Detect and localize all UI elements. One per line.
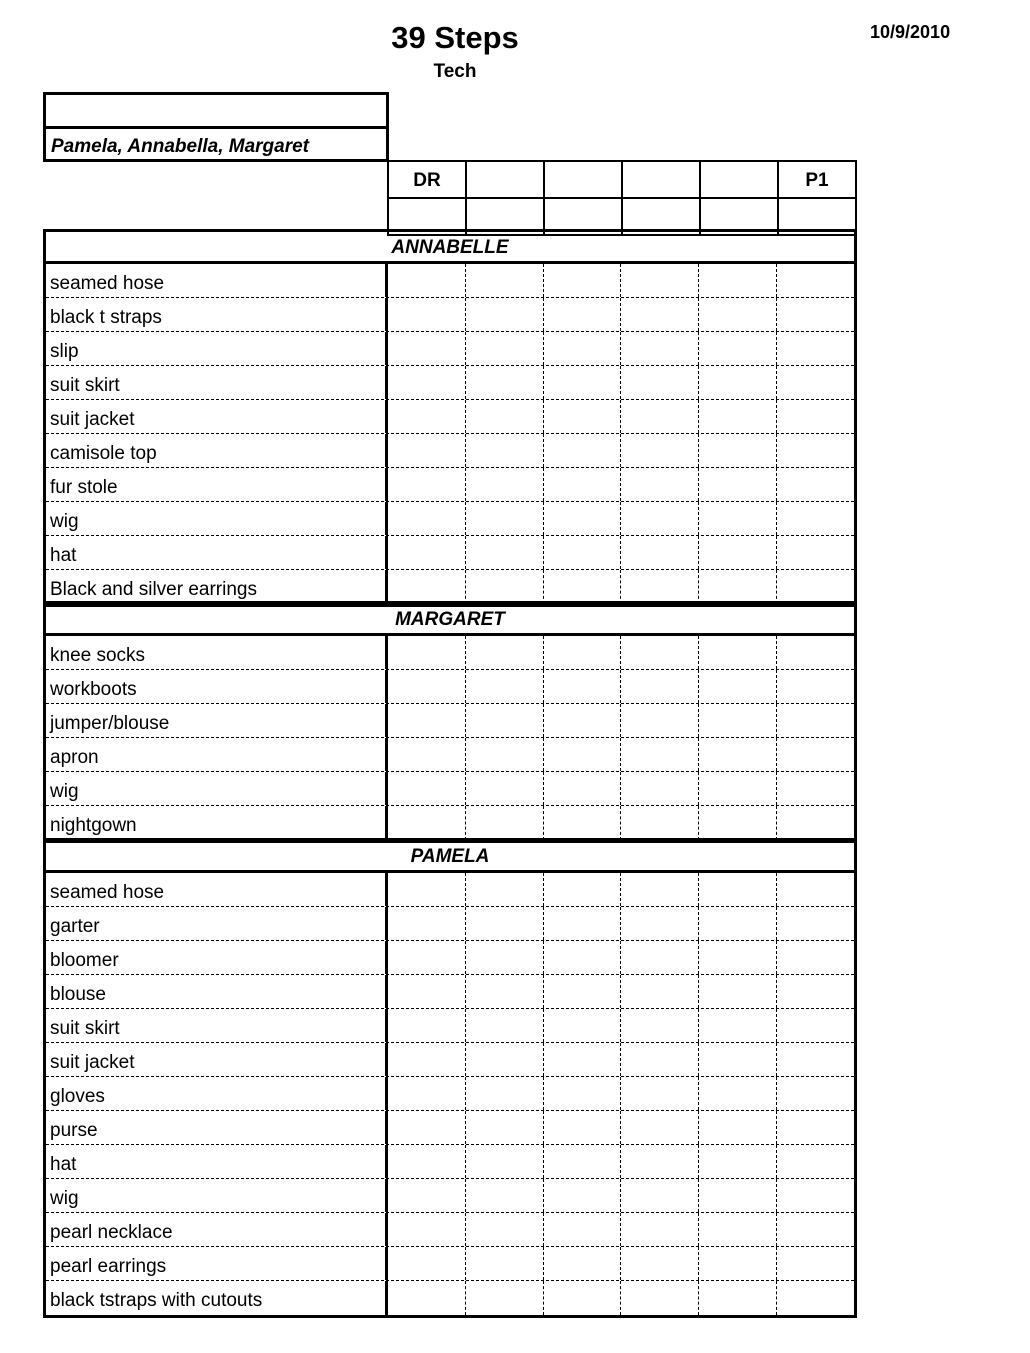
page-subtitle: Tech xyxy=(433,61,477,82)
section-margaret xyxy=(43,601,857,843)
check-cell[interactable] xyxy=(777,907,854,940)
section-annabelle xyxy=(43,229,857,607)
check-cell[interactable] xyxy=(621,941,699,974)
check-cell[interactable] xyxy=(621,1009,699,1042)
check-cell[interactable] xyxy=(777,468,854,501)
check-cell[interactable] xyxy=(388,1247,466,1280)
costume-item: pearl necklace xyxy=(46,1213,388,1246)
table-row xyxy=(46,1281,854,1315)
check-cell[interactable] xyxy=(388,873,466,906)
check-cell[interactable] xyxy=(544,772,622,805)
check-cell[interactable] xyxy=(621,873,699,906)
costume-item: garter xyxy=(46,907,388,940)
column-header: DR xyxy=(387,160,467,199)
check-cell[interactable] xyxy=(466,366,544,399)
table-row xyxy=(46,907,854,941)
check-cell[interactable] xyxy=(699,1043,777,1076)
check-cell[interactable] xyxy=(777,670,854,703)
check-cell[interactable] xyxy=(544,332,622,365)
column-header xyxy=(621,160,701,199)
check-cell[interactable] xyxy=(699,1213,777,1246)
check-cell[interactable] xyxy=(621,332,699,365)
check-cell[interactable] xyxy=(544,1247,622,1280)
check-cell[interactable] xyxy=(621,434,699,467)
check-cell[interactable] xyxy=(388,468,466,501)
column-header xyxy=(699,160,779,199)
table-row xyxy=(46,298,854,332)
check-cell[interactable] xyxy=(388,1281,466,1315)
check-cell[interactable] xyxy=(699,1145,777,1178)
check-cell[interactable] xyxy=(777,570,854,604)
costume-item: fur stole xyxy=(46,468,388,501)
check-cell[interactable] xyxy=(388,636,466,669)
table-row xyxy=(46,536,854,570)
costume-item: suit jacket xyxy=(46,400,388,433)
check-cell[interactable] xyxy=(699,434,777,467)
check-cell[interactable] xyxy=(388,738,466,771)
check-cell[interactable] xyxy=(466,502,544,535)
check-cell[interactable] xyxy=(544,1009,622,1042)
table-row xyxy=(46,738,854,772)
check-cell[interactable] xyxy=(544,1281,622,1315)
check-cell[interactable] xyxy=(777,975,854,1008)
check-cell[interactable] xyxy=(544,1043,622,1076)
check-cell[interactable] xyxy=(777,1247,854,1280)
check-cell[interactable] xyxy=(777,502,854,535)
check-cell[interactable] xyxy=(699,298,777,331)
check-cell[interactable] xyxy=(777,366,854,399)
costume-item: black t straps xyxy=(46,298,388,331)
check-cell[interactable] xyxy=(699,332,777,365)
column-header: P1 xyxy=(777,160,857,199)
check-cell[interactable] xyxy=(466,1179,544,1212)
costume-item: jumper/blouse xyxy=(46,704,388,737)
check-cell[interactable] xyxy=(699,907,777,940)
check-cell[interactable] xyxy=(544,670,622,703)
costume-item: hat xyxy=(46,536,388,569)
section-pamela xyxy=(43,838,857,1318)
check-cell[interactable] xyxy=(621,1281,699,1315)
table-row xyxy=(46,264,854,298)
table-row xyxy=(46,468,854,502)
check-cell[interactable] xyxy=(544,264,622,297)
check-cell[interactable] xyxy=(388,975,466,1008)
check-cell[interactable] xyxy=(699,570,777,604)
check-cell[interactable] xyxy=(466,1281,544,1315)
check-cell[interactable] xyxy=(466,570,544,604)
check-cell[interactable] xyxy=(777,298,854,331)
check-cell[interactable] xyxy=(699,975,777,1008)
check-cell[interactable] xyxy=(699,772,777,805)
check-cell[interactable] xyxy=(699,400,777,433)
check-cell[interactable] xyxy=(777,806,854,840)
check-cell[interactable] xyxy=(621,1213,699,1246)
costume-item: black tstraps with cutouts xyxy=(46,1281,388,1315)
check-cell[interactable] xyxy=(621,366,699,399)
check-cell[interactable] xyxy=(388,1145,466,1178)
check-cell[interactable] xyxy=(544,873,622,906)
check-cell[interactable] xyxy=(466,1247,544,1280)
table-row xyxy=(46,1043,854,1077)
check-cell[interactable] xyxy=(777,873,854,906)
check-cell[interactable] xyxy=(777,332,854,365)
check-cell[interactable] xyxy=(544,468,622,501)
check-cell[interactable] xyxy=(544,366,622,399)
check-cell[interactable] xyxy=(777,1111,854,1144)
check-cell[interactable] xyxy=(777,1077,854,1110)
check-cell[interactable] xyxy=(544,636,622,669)
check-cell[interactable] xyxy=(621,400,699,433)
check-cell[interactable] xyxy=(621,536,699,569)
check-cell[interactable] xyxy=(388,536,466,569)
check-cell[interactable] xyxy=(466,670,544,703)
table-row xyxy=(46,772,854,806)
check-cell[interactable] xyxy=(621,468,699,501)
check-cell[interactable] xyxy=(621,1145,699,1178)
table-row xyxy=(46,1179,854,1213)
costume-item: seamed hose xyxy=(46,264,388,297)
check-cell[interactable] xyxy=(621,1111,699,1144)
check-cell[interactable] xyxy=(388,1077,466,1110)
check-cell[interactable] xyxy=(544,941,622,974)
blank-name-box xyxy=(43,92,389,129)
check-cell[interactable] xyxy=(544,907,622,940)
check-cell[interactable] xyxy=(466,772,544,805)
check-cell[interactable] xyxy=(388,400,466,433)
check-cell[interactable] xyxy=(777,264,854,297)
check-cell[interactable] xyxy=(699,636,777,669)
check-cell[interactable] xyxy=(544,1111,622,1144)
page-title: 39 Steps xyxy=(391,20,519,55)
check-cell[interactable] xyxy=(699,806,777,840)
check-cell[interactable] xyxy=(699,468,777,501)
check-cell[interactable] xyxy=(466,400,544,433)
check-cell[interactable] xyxy=(544,738,622,771)
check-cell[interactable] xyxy=(466,298,544,331)
table-row xyxy=(46,1213,854,1247)
check-cell[interactable] xyxy=(388,1043,466,1076)
check-cell[interactable] xyxy=(621,1077,699,1110)
check-cell[interactable] xyxy=(699,1077,777,1110)
check-cell[interactable] xyxy=(699,1247,777,1280)
check-cell[interactable] xyxy=(466,1145,544,1178)
check-cell[interactable] xyxy=(699,941,777,974)
check-cell[interactable] xyxy=(466,975,544,1008)
check-cell[interactable] xyxy=(777,1213,854,1246)
check-cell[interactable] xyxy=(388,806,466,840)
check-cell[interactable] xyxy=(466,806,544,840)
check-cell[interactable] xyxy=(621,772,699,805)
check-cell[interactable] xyxy=(699,502,777,535)
check-cell[interactable] xyxy=(621,636,699,669)
table-row xyxy=(46,704,854,738)
check-cell[interactable] xyxy=(388,570,466,604)
check-cell[interactable] xyxy=(466,1077,544,1110)
check-cell[interactable] xyxy=(388,1111,466,1144)
costume-item: purse xyxy=(46,1111,388,1144)
check-cell[interactable] xyxy=(388,366,466,399)
check-cell[interactable] xyxy=(544,1077,622,1110)
check-cell[interactable] xyxy=(388,670,466,703)
check-cell[interactable] xyxy=(388,332,466,365)
column-header xyxy=(465,160,545,199)
check-cell[interactable] xyxy=(699,536,777,569)
check-cell[interactable] xyxy=(388,1009,466,1042)
costume-item: apron xyxy=(46,738,388,771)
costume-item: nightgown xyxy=(46,806,388,840)
check-cell[interactable] xyxy=(466,1009,544,1042)
page-date: 10/9/2010 xyxy=(870,22,951,42)
check-cell[interactable] xyxy=(466,468,544,501)
check-cell[interactable] xyxy=(621,704,699,737)
check-cell[interactable] xyxy=(544,434,622,467)
costume-item: suit skirt xyxy=(46,1009,388,1042)
check-cell[interactable] xyxy=(388,941,466,974)
costume-item: knee socks xyxy=(46,636,388,669)
check-cell[interactable] xyxy=(544,806,622,840)
costume-item: pearl earrings xyxy=(46,1247,388,1280)
table-row xyxy=(46,1111,854,1145)
costume-item: wig xyxy=(46,772,388,805)
costume-item: hat xyxy=(46,1145,388,1178)
check-cell[interactable] xyxy=(699,1281,777,1315)
table-row xyxy=(46,806,854,840)
column-header xyxy=(543,160,623,199)
check-cell[interactable] xyxy=(699,738,777,771)
check-cell[interactable] xyxy=(699,1179,777,1212)
table-row xyxy=(46,332,854,366)
table-row xyxy=(46,570,854,604)
check-cell[interactable] xyxy=(699,1009,777,1042)
check-cell[interactable] xyxy=(466,704,544,737)
section-title: ANNABELLE xyxy=(46,232,854,264)
actor-names: Pamela, Annabella, Margaret xyxy=(43,126,389,162)
table-row xyxy=(46,941,854,975)
check-cell[interactable] xyxy=(544,1213,622,1246)
costume-item: wig xyxy=(46,502,388,535)
check-cell[interactable] xyxy=(466,907,544,940)
check-cell[interactable] xyxy=(544,1179,622,1212)
section-title: PAMELA xyxy=(46,841,854,873)
check-cell[interactable] xyxy=(777,1281,854,1315)
check-cell[interactable] xyxy=(777,434,854,467)
table-row xyxy=(46,1145,854,1179)
check-cell[interactable] xyxy=(777,941,854,974)
check-cell[interactable] xyxy=(699,366,777,399)
check-cell[interactable] xyxy=(388,1213,466,1246)
costume-item: camisole top xyxy=(46,434,388,467)
costume-item: slip xyxy=(46,332,388,365)
check-cell[interactable] xyxy=(777,1179,854,1212)
check-cell[interactable] xyxy=(388,434,466,467)
table-row xyxy=(46,975,854,1009)
check-cell[interactable] xyxy=(544,975,622,1008)
check-cell[interactable] xyxy=(621,502,699,535)
check-cell[interactable] xyxy=(466,873,544,906)
check-cell[interactable] xyxy=(621,670,699,703)
check-cell[interactable] xyxy=(466,536,544,569)
check-cell[interactable] xyxy=(466,332,544,365)
check-cell[interactable] xyxy=(621,738,699,771)
check-cell[interactable] xyxy=(544,502,622,535)
table-row xyxy=(46,1009,854,1043)
check-cell[interactable] xyxy=(777,536,854,569)
table-row xyxy=(46,636,854,670)
check-cell[interactable] xyxy=(621,907,699,940)
table-row xyxy=(46,670,854,704)
check-cell[interactable] xyxy=(388,704,466,737)
check-cell[interactable] xyxy=(777,772,854,805)
costume-item: workboots xyxy=(46,670,388,703)
check-cell[interactable] xyxy=(621,1247,699,1280)
check-cell[interactable] xyxy=(621,975,699,1008)
check-cell[interactable] xyxy=(777,738,854,771)
check-cell[interactable] xyxy=(621,298,699,331)
check-cell[interactable] xyxy=(388,907,466,940)
costume-item: seamed hose xyxy=(46,873,388,906)
costume-item: bloomer xyxy=(46,941,388,974)
table-row xyxy=(46,434,854,468)
check-cell[interactable] xyxy=(699,1111,777,1144)
check-cell[interactable] xyxy=(466,1111,544,1144)
costume-item: wig xyxy=(46,1179,388,1212)
check-cell[interactable] xyxy=(466,636,544,669)
check-cell[interactable] xyxy=(466,941,544,974)
check-cell[interactable] xyxy=(777,636,854,669)
check-cell[interactable] xyxy=(388,502,466,535)
check-cell[interactable] xyxy=(777,704,854,737)
costume-item: suit jacket xyxy=(46,1043,388,1076)
check-cell[interactable] xyxy=(699,264,777,297)
check-cell[interactable] xyxy=(777,400,854,433)
check-cell[interactable] xyxy=(544,536,622,569)
check-cell[interactable] xyxy=(777,1043,854,1076)
check-cell[interactable] xyxy=(544,1145,622,1178)
table-row xyxy=(46,873,854,907)
costume-item: Black and silver earrings xyxy=(46,570,388,604)
check-cell[interactable] xyxy=(388,772,466,805)
table-row xyxy=(46,400,854,434)
table-row xyxy=(46,502,854,536)
check-cell[interactable] xyxy=(699,704,777,737)
check-cell[interactable] xyxy=(388,1179,466,1212)
check-cell[interactable] xyxy=(621,570,699,604)
check-cell[interactable] xyxy=(466,738,544,771)
check-cell[interactable] xyxy=(699,670,777,703)
check-cell[interactable] xyxy=(544,570,622,604)
check-cell[interactable] xyxy=(699,873,777,906)
check-cell[interactable] xyxy=(777,1009,854,1042)
costume-item: suit skirt xyxy=(46,366,388,399)
costume-item: gloves xyxy=(46,1077,388,1110)
table-row xyxy=(46,366,854,400)
check-cell[interactable] xyxy=(388,264,466,297)
check-cell[interactable] xyxy=(621,806,699,840)
check-cell[interactable] xyxy=(544,400,622,433)
table-row xyxy=(46,1247,854,1281)
check-cell[interactable] xyxy=(621,1179,699,1212)
check-cell[interactable] xyxy=(544,704,622,737)
check-cell[interactable] xyxy=(466,434,544,467)
check-cell[interactable] xyxy=(544,298,622,331)
check-cell[interactable] xyxy=(621,1043,699,1076)
check-cell[interactable] xyxy=(466,1213,544,1246)
check-cell[interactable] xyxy=(621,264,699,297)
costume-item: blouse xyxy=(46,975,388,1008)
check-cell[interactable] xyxy=(466,264,544,297)
check-cell[interactable] xyxy=(466,1043,544,1076)
check-cell[interactable] xyxy=(777,1145,854,1178)
check-cell[interactable] xyxy=(388,298,466,331)
table-row xyxy=(46,1077,854,1111)
section-title: MARGARET xyxy=(46,604,854,636)
